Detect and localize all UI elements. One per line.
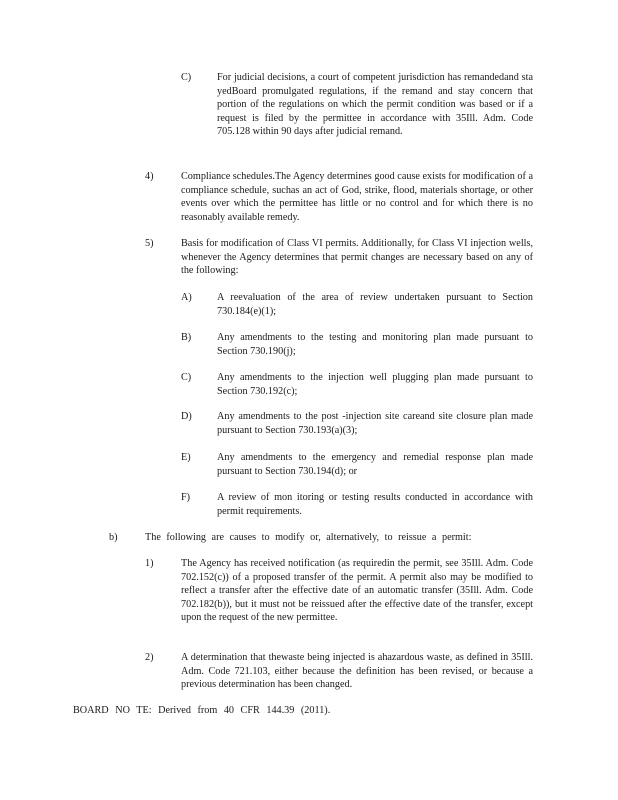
item-label: 2): [145, 652, 154, 663]
item-text: Compliance schedules.The Agency determines good cause exists for modification of a compliance schedule, suchas an act of God, strike, flood, materials shortage, or other events over which the permittee has little or no control and for which there is no reasonably available remedy.: [181, 171, 533, 223]
item-label: C): [181, 72, 192, 83]
board-note: BOARD NO TE: Derived from 40 CFR 144.39 (2011).: [73, 705, 331, 716]
item-text: A review of mon itoring or testing results conducted in accordance with permit requirements.: [217, 492, 533, 517]
item-label: A): [181, 292, 192, 303]
item-text: A determination that thewaste being injected is ahazardous waste, as defined in 35Ill. Adm. Code 721.103, either because the definition has been revised, or because a previous determination has been changed.: [181, 652, 533, 690]
item-label: C): [181, 372, 192, 383]
item-label: D): [181, 411, 192, 422]
item-label: 5): [145, 238, 154, 249]
item-text: A reevaluation of the area of review undertaken pursuant to Section 730.184(e)(1);: [217, 292, 533, 317]
item-text: The Agency has received notification (as requiredin the permit, see 35Ill. Adm. Code 702.152(c)) of a proposed transfer of the permit. A permit also may be modified to reflect a transfer after the effective date of an automatic transfer (35Ill. Adm. Code 702.182(b)), but it must not be reissued after the effective date of the transfer, except upon the request of the new permittee.: [181, 558, 533, 623]
item-label: B): [181, 332, 192, 343]
item-label: 1): [145, 558, 154, 569]
item-text: The following are causes to modify or, alternatively, to reissue a permit:: [145, 532, 472, 543]
item-label: b): [109, 532, 118, 543]
item-text: Any amendments to the post -injection site careand site closure plan made pursuant to Section 730.193(a)(3);: [217, 411, 533, 436]
item-text: Any amendments to the emergency and remedial response plan made pursuant to Section 730.194(d); or: [217, 452, 533, 477]
item-label: F): [181, 492, 191, 503]
item-text: Any amendments to the testing and monitoring plan made pursuant to Section 730.190(j);: [217, 332, 533, 357]
item-text: Any amendments to the injection well plugging plan made pursuant to Section 730.192(c);: [217, 372, 533, 397]
item-text: For judicial decisions, a court of competent jurisdiction has remandedand sta yedBoard promulgated regulations, if the remand and stay concern that portion of the regulations on which the permit condition was based or if a request is filed by the permittee in accordance with 35Ill. Adm. Code 705.128 within 90 days after judicial remand.: [217, 72, 533, 137]
item-label: E): [181, 452, 191, 463]
item-label: 4): [145, 171, 154, 182]
item-text: Basis for modification of Class VI permits. Additionally, for Class VI injection wells, whenever the Agency determines that permit changes are necessary based on any of the following:: [181, 238, 533, 276]
